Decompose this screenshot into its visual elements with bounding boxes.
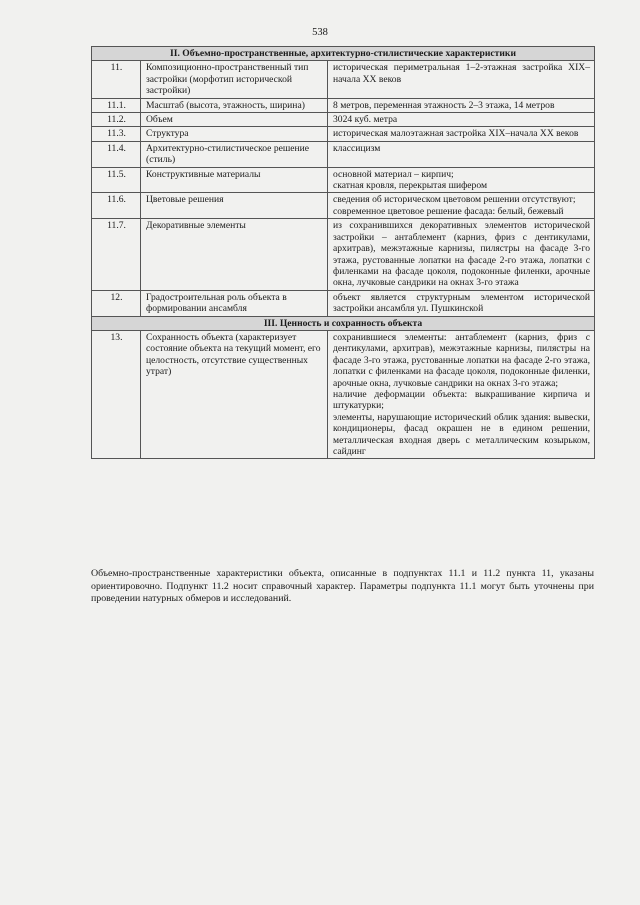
- item-label: Архитектурно-стилистическое решение (стиль): [141, 141, 328, 167]
- item-number: 11.6.: [92, 193, 141, 219]
- item-value-line: историческая малоэтажная застройка XIX–начала XX веков: [333, 128, 579, 140]
- item-label: Градостроительная роль объекта в формировании ансамбля: [141, 290, 328, 316]
- item-label: Масштаб (высота, этажность, ширина): [141, 98, 328, 112]
- item-label: Структура: [141, 127, 328, 141]
- item-value-line: 3024 куб. метра: [333, 114, 398, 126]
- item-value-line: сохранившиеся элементы: антаблемент (карниз, фриз с дентикулами, архитрав), межэтажные карнизы, пилястры на фасаде 3-го этажа, рустованные лопатки на фасаде 2-го этажа, лопатки с филенками на фасаде цоколя, подоконные филенки, арочные окна, лучковые сандрики на окнах 3-го этажа;: [333, 331, 590, 389]
- item-number: 11.2.: [92, 113, 141, 127]
- characteristics-table: [91, 46, 595, 459]
- item-label: Объем: [141, 113, 328, 127]
- section-title: II. Объемно-пространственные, архитектурно-стилистические характеристики: [92, 47, 595, 61]
- item-value-line: историческая периметральная 1–2-этажная застройка XIX–начала XX веков: [333, 62, 590, 85]
- section-header-row: [92, 47, 595, 61]
- item-value-line: элементы, нарушающие исторический облик здания: вывески, кондиционеры, фасад окрашен не в едином решении, металлическая входная дверь с металлическим козырьком, сайдинг: [333, 411, 590, 457]
- item-value: [328, 193, 595, 219]
- item-value-line: из сохранившихся декоративных элементов исторической застройки – антаблемент (карниз, фриз с дентикулами, архитрав), межэтажные карнизы, пилястры на фасаде 3-го этажа, рустованные лопатки на фасаде 2-го этажа, лопатки с филенками на фасаде цоколя, подоконные филенки, арочные окна, лучковые сандрики на окнах 3-го этажа: [333, 220, 590, 289]
- section-title: III. Ценность и сохранность объекта: [92, 316, 595, 330]
- table-row: [92, 127, 595, 141]
- item-value-line: классицизм: [333, 142, 381, 154]
- item-value-line: наличие деформации объекта: выкрашивание кирпича и штукатурки;: [333, 388, 590, 412]
- table-row: [92, 290, 595, 316]
- item-label: Сохранность объекта (характеризует состояние объекта на текущий момент, его целостность, отсутствие существенных утрат): [141, 330, 328, 458]
- table-row: [92, 330, 595, 458]
- table-row: [92, 98, 595, 112]
- item-number: 11.5.: [92, 167, 141, 193]
- item-value-line: основной материал – кирпич;: [333, 168, 454, 180]
- item-value-line: 8 метров, переменная этажность 2–3 этажа, 14 метров: [333, 99, 555, 111]
- item-label: Декоративные элементы: [141, 219, 328, 290]
- item-value-line: скатная кровля, перекрытая шифером: [333, 180, 488, 192]
- item-value: [328, 330, 595, 458]
- table-row: [92, 219, 595, 290]
- item-value: [328, 98, 595, 112]
- item-number: 13.: [92, 330, 141, 458]
- item-value: [328, 61, 595, 98]
- item-label: Композиционно-пространственный тип застройки (морфотип исторической застройки): [141, 61, 328, 98]
- table-row: [92, 167, 595, 193]
- table-row: [92, 141, 595, 167]
- section-header-row: [92, 316, 595, 330]
- table-row: [92, 193, 595, 219]
- item-value: [328, 127, 595, 141]
- item-value-line: объект является структурным элементом исторической застройки ансамбля ул. Пушкинской: [333, 291, 590, 315]
- item-number: 11.3.: [92, 127, 141, 141]
- item-value: [328, 167, 595, 193]
- table-row: [92, 113, 595, 127]
- item-label: Конструктивные материалы: [141, 167, 328, 193]
- item-value-line: современное цветовое решение фасада: белый, бежевый: [333, 205, 564, 217]
- item-value-line: сведения об историческом цветовом решении отсутствуют;: [333, 194, 576, 206]
- item-number: 11.7.: [92, 219, 141, 290]
- footnote-paragraph: Объемно-пространственные характеристики объекта, описанные в подпунктах 11.1 и 11.2 пункта 11, указаны ориентировочно. Подпункт 11.2 носит справочный характер. Параметры подпункта 11.1 могут быть уточнены при проведении натурных обмеров и исследований.: [91, 568, 594, 605]
- item-value: [328, 141, 595, 167]
- item-label: Цветовые решения: [141, 193, 328, 219]
- item-value: [328, 113, 595, 127]
- table-row: [92, 61, 595, 98]
- item-number: 11.: [92, 61, 141, 98]
- item-number: 11.4.: [92, 141, 141, 167]
- item-number: 11.1.: [92, 98, 141, 112]
- item-number: 12.: [92, 290, 141, 316]
- page-number: 538: [312, 27, 328, 38]
- item-value: [328, 219, 595, 290]
- item-value: [328, 290, 595, 316]
